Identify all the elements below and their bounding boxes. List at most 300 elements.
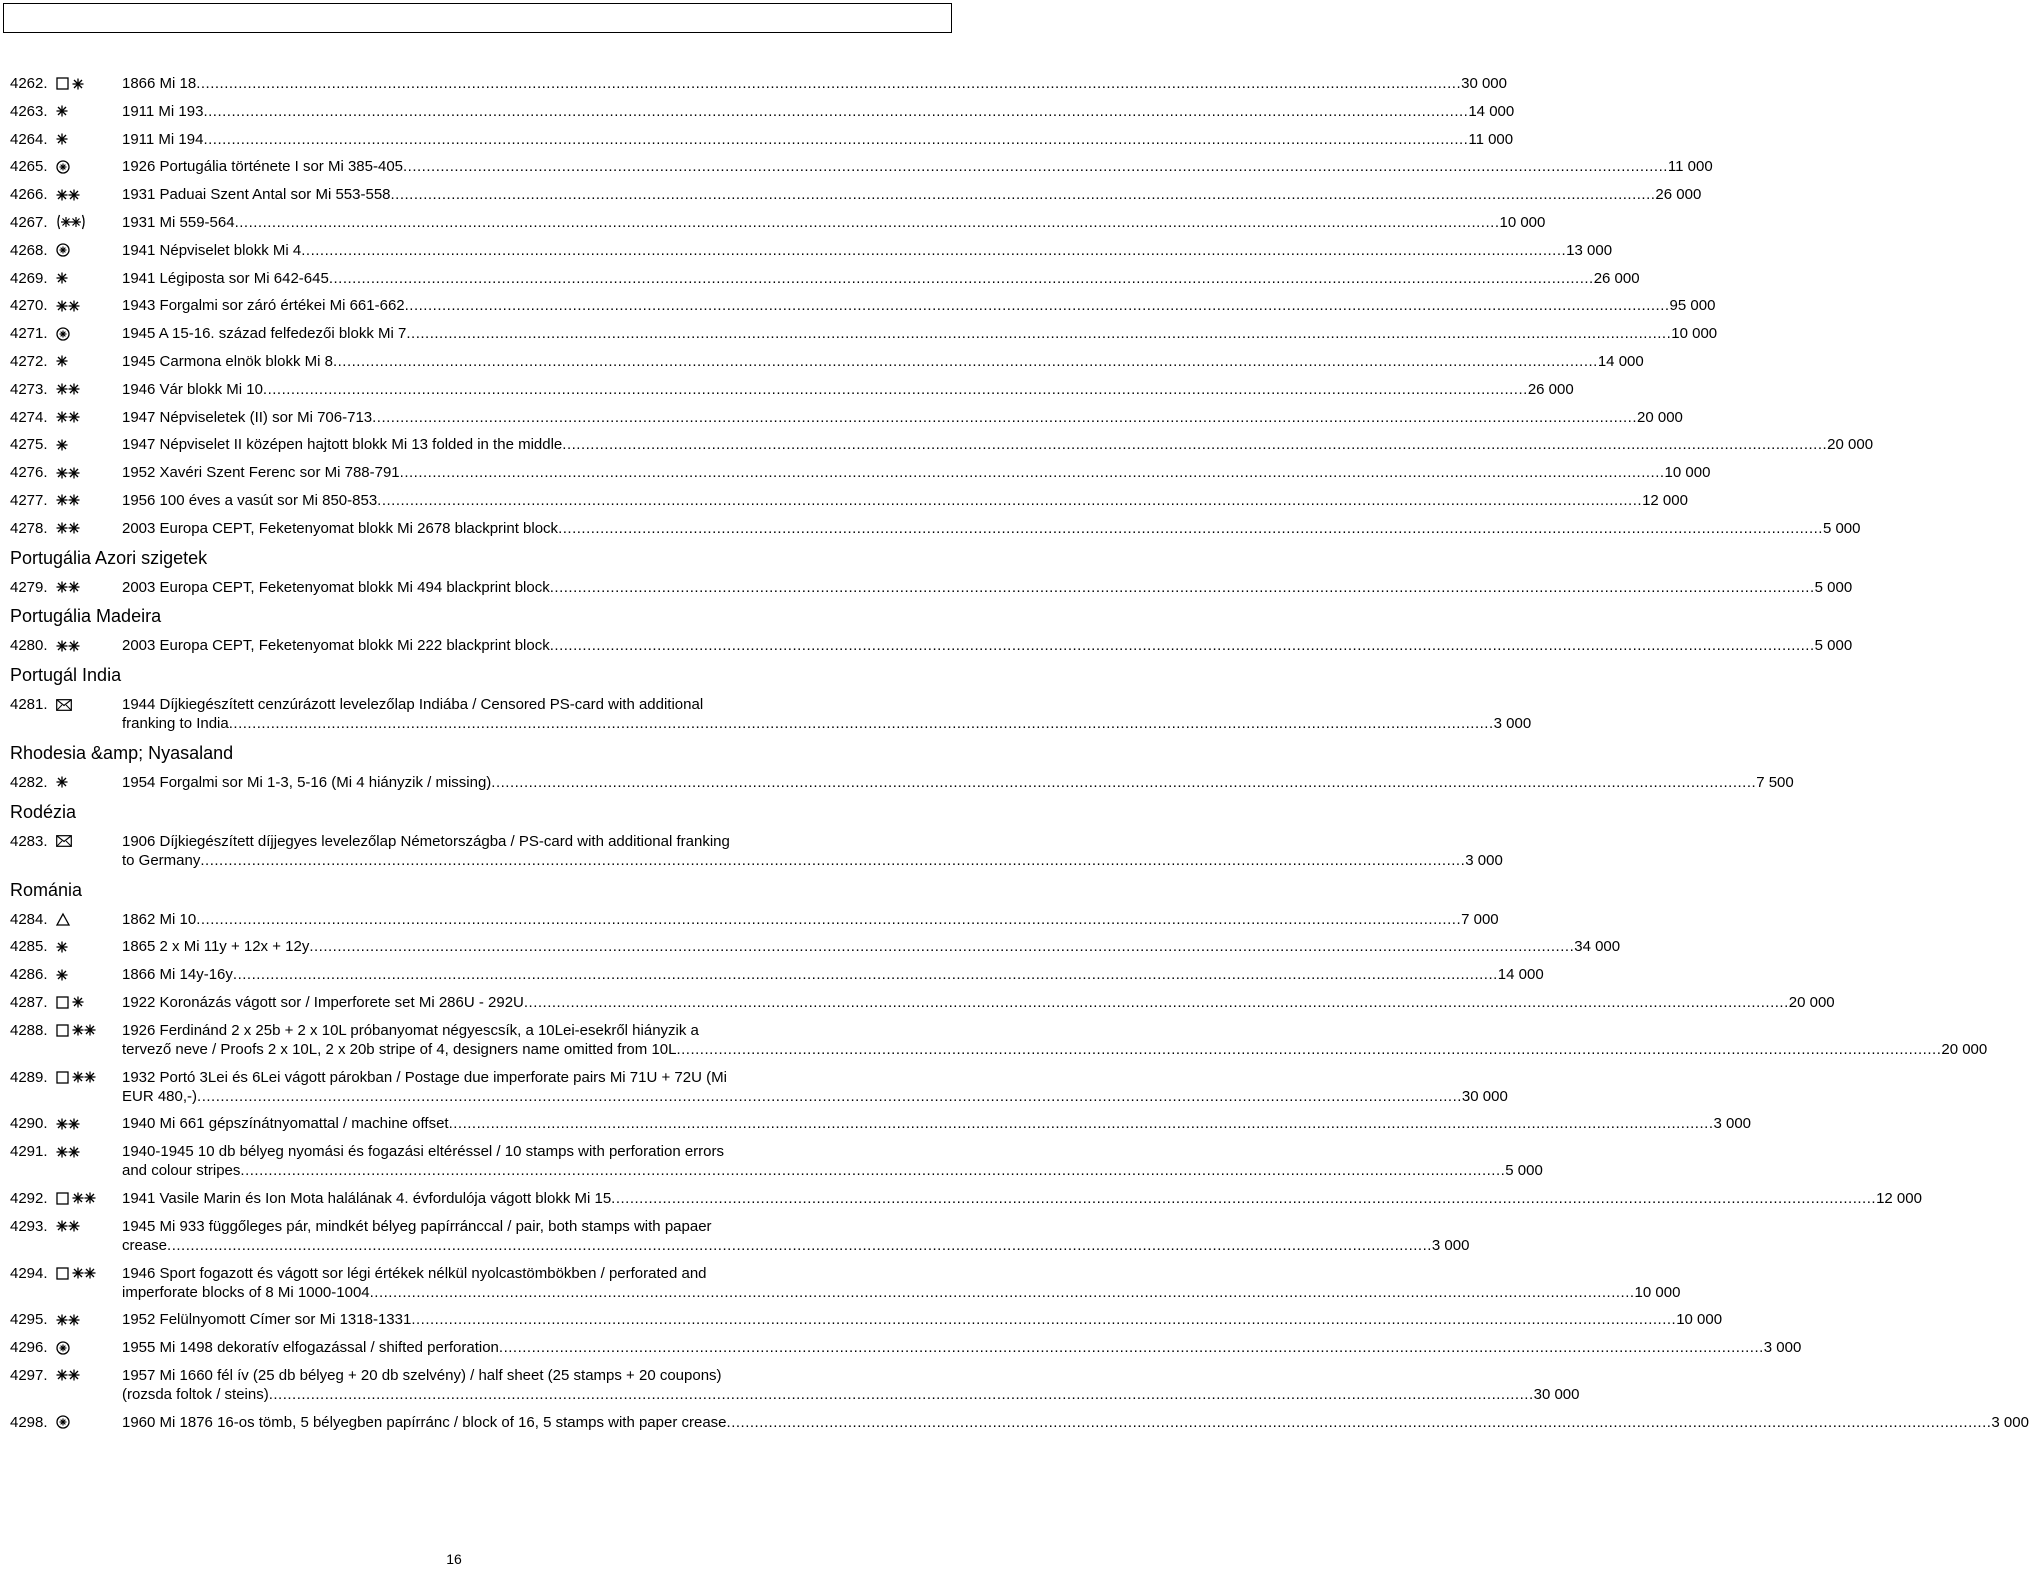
description-text: 1947 Népviseletek (II) sor Mi 706-713 <box>122 408 373 426</box>
cancelled-icon <box>56 243 70 257</box>
lot-price: 3 000 <box>1431 1236 1470 1254</box>
description-text: 1865 2 x Mi 11y + 12x + 12y <box>122 938 310 956</box>
description-text: 1945 A 15-16. század felfedezői blokk Mi 7 <box>122 325 407 343</box>
lot-description <box>122 1114 1751 1133</box>
catalog-entry <box>10 1142 1543 1180</box>
lot-price: 12 000 <box>1642 491 1688 509</box>
star-icon <box>56 355 68 367</box>
lot-price: 5 000 <box>1822 519 1861 537</box>
lot-number: 4291. <box>10 1143 48 1161</box>
lot-price: 5 000 <box>1814 637 1853 655</box>
description-text: crease <box>122 1236 168 1254</box>
lot-price: 14 000 <box>1497 966 1544 984</box>
lot-number: 4272. <box>10 352 48 370</box>
lot-description <box>122 1413 2029 1432</box>
double-star-icon <box>56 581 80 593</box>
top-border-box <box>3 3 952 33</box>
lot-number: 4297. <box>10 1366 48 1384</box>
lot-description <box>122 157 1713 176</box>
description-text: 1911 Mi 194 <box>122 130 204 148</box>
lot-description <box>122 74 1507 93</box>
description-text: to Germany <box>122 851 201 869</box>
description-text: 1941 Légiposta sor Mi 642-645 <box>122 269 329 287</box>
cancelled-icon <box>56 1341 70 1355</box>
catalog-entry <box>10 578 1853 597</box>
description-text: 1866 Mi 18 <box>122 75 197 92</box>
double-star-icon <box>56 1220 80 1232</box>
condition-icons <box>56 1264 122 1283</box>
lot-description <box>122 578 1852 597</box>
condition-icons <box>56 296 122 315</box>
lot-price: 20 000 <box>1941 1040 1988 1058</box>
description-text: 2003 Europa CEPT, Feketenyomat blokk Mi 2678 blackprint block <box>122 519 559 537</box>
lot-number: 4284. <box>10 910 48 928</box>
description-text: (rozsda foltok / steins) <box>122 1385 269 1403</box>
lot-price: 12 000 <box>1876 1189 1922 1207</box>
condition-icons <box>56 269 122 288</box>
catalog-entry <box>10 491 1688 510</box>
double-star-icon <box>56 494 80 506</box>
condition-icons <box>56 1217 122 1236</box>
lot-description <box>122 435 1873 454</box>
star-icon <box>72 78 84 90</box>
catalog-entry <box>10 1366 1580 1404</box>
condition-icons <box>56 636 122 655</box>
double-star-icon <box>56 522 80 534</box>
lot-price: 3 000 <box>1465 851 1503 869</box>
description-text: 1957 Mi 1660 fél ív (25 db bélyeg + 20 db szelvény) / half sheet (25 stamps + 20 coupons) <box>122 1366 722 1384</box>
description-text: tervező neve / Proofs 2 x 10L, 2 x 20b stripe of 4, designers name omitted from 10L <box>122 1040 677 1058</box>
description-text: 1944 Díjkiegészített cenzúrázott levelezőlap Indiába / Censored PS-card with additional <box>122 696 704 714</box>
lot-number: 4264. <box>10 130 48 148</box>
catalog-entry <box>10 1021 1988 1059</box>
condition-icons <box>56 965 122 984</box>
catalog-entry <box>10 937 1621 956</box>
description-text: imperforate blocks of 8 Mi 1000-1004 <box>122 1283 370 1301</box>
lot-number: 4266. <box>10 186 48 204</box>
lot-price: 26 000 <box>1593 269 1640 287</box>
dot-leader <box>200 851 1465 870</box>
double-star-icon <box>56 1314 80 1326</box>
cancelled-icon <box>56 160 70 174</box>
dot-leader <box>269 1385 1534 1404</box>
condition-icons <box>56 241 122 260</box>
condition-icons <box>56 519 122 538</box>
lot-description <box>122 463 1710 482</box>
lot-description <box>122 695 1531 733</box>
description-text: 1952 Xavéri Szent Ferenc sor Mi 788-791 <box>122 464 400 482</box>
description-text: 1931 Mi 559-564 <box>122 213 235 231</box>
dot-leader <box>197 1087 1462 1106</box>
lot-description <box>122 380 1574 399</box>
lot-number: 4267. <box>10 213 48 231</box>
star-icon <box>56 133 68 145</box>
lot-number: 4289. <box>10 1068 48 1086</box>
lot-number: 4293. <box>10 1217 48 1235</box>
description-text: 1941 Népviselet blokk Mi 4 <box>122 241 302 259</box>
lot-number: 4277. <box>10 491 48 509</box>
lot-price: 30 000 <box>1533 1385 1580 1403</box>
triangle-icon <box>56 913 70 926</box>
dot-leader <box>370 1283 1635 1302</box>
condition-icons <box>56 937 122 956</box>
dot-leader <box>203 130 1468 149</box>
lot-price: 14 000 <box>1468 102 1515 120</box>
lot-price: 3 000 <box>1713 1115 1752 1133</box>
lot-price: 26 000 <box>1527 380 1574 398</box>
dot-leader <box>405 296 1670 315</box>
lot-number: 4270. <box>10 297 48 315</box>
catalog-entry <box>10 324 1718 343</box>
description-text: 1911 Mi 193 <box>122 102 204 120</box>
condition-icons <box>56 1068 122 1087</box>
condition-icons <box>56 1021 122 1040</box>
description-text: 1960 Mi 1876 16-os tömb, 5 bélyegben papírránc / block of 16, 5 stamps with paper crease <box>122 1413 727 1431</box>
catalog-entry <box>10 910 1499 929</box>
condition-icons <box>56 832 122 851</box>
lot-price: 20 000 <box>1637 408 1683 426</box>
catalog-entry <box>10 1189 1922 1208</box>
lot-number: 4268. <box>10 241 48 259</box>
catalog-entry <box>10 296 1716 315</box>
description-text: 1862 Mi 10 <box>122 910 197 928</box>
dot-leader <box>233 965 1498 984</box>
lot-price: 7 000 <box>1461 910 1499 928</box>
section-heading: Románia <box>10 879 83 900</box>
description-text: 1946 Sport fogazott és vágott sor légi értékek nélkül nyolcastömbökben / perforated and <box>122 1264 707 1282</box>
catalog-entry <box>10 352 1644 371</box>
square-icon <box>56 1267 69 1280</box>
lot-price: 30 000 <box>1461 75 1507 92</box>
description-text: and colour stripes <box>122 1162 241 1180</box>
dot-leader <box>391 185 1656 204</box>
lot-price: 20 000 <box>1827 436 1874 454</box>
dot-leader <box>235 213 1500 232</box>
catalog-entry <box>10 832 1503 870</box>
lot-description <box>122 1366 1580 1404</box>
description-text: 1946 Vár blokk Mi 10 <box>122 380 263 398</box>
square-icon <box>56 996 69 1009</box>
dot-leader <box>377 491 1642 510</box>
lot-number: 4290. <box>10 1115 48 1133</box>
description-text: 2003 Europa CEPT, Feketenyomat blokk Mi 222 blackprint block <box>122 637 550 655</box>
catalog-entry <box>10 636 1853 655</box>
dot-leader <box>309 937 1574 956</box>
lot-price: 7 500 <box>1756 773 1794 791</box>
square-icon <box>56 77 69 90</box>
condition-icons <box>56 773 122 792</box>
double-star-icon <box>56 300 80 312</box>
double-star-icon <box>56 411 80 423</box>
lot-number: 4276. <box>10 464 48 482</box>
lot-number: 4285. <box>10 938 48 956</box>
dot-leader <box>562 435 1827 454</box>
description-text: 1952 Felülnyomott Címer sor Mi 1318-1331 <box>122 1311 412 1329</box>
dot-leader <box>550 578 1815 597</box>
lot-description <box>122 910 1499 929</box>
catalog-entry <box>10 102 1515 121</box>
lot-price: 5 000 <box>1814 578 1853 596</box>
lot-description <box>122 1217 1469 1255</box>
lot-price: 10 000 <box>1671 325 1718 343</box>
cancelled-icon <box>56 327 70 341</box>
description-text: 1931 Paduai Szent Antal sor Mi 553-558 <box>122 186 391 204</box>
lot-number: 4286. <box>10 966 48 984</box>
lot-price: 10 000 <box>1499 213 1546 231</box>
catalog-entry <box>10 435 1874 454</box>
lot-price: 95 000 <box>1669 297 1716 315</box>
cancelled-icon <box>56 1415 70 1429</box>
lot-price: 26 000 <box>1655 186 1702 204</box>
description-text: 1906 Díjkiegészített díjjegyes levelezőlap Németországba / PS-card with additional franking <box>122 832 730 850</box>
dot-leader <box>240 1161 1505 1180</box>
lot-description <box>122 993 1835 1012</box>
condition-icons <box>56 74 122 93</box>
lot-number: 4287. <box>10 993 48 1011</box>
lot-price: 20 000 <box>1788 993 1835 1011</box>
condition-icons <box>56 435 122 454</box>
condition-icons <box>56 578 122 597</box>
lot-description <box>122 130 1513 149</box>
description-text: 1943 Forgalmi sor záró értékei Mi 661-662 <box>122 297 405 315</box>
dot-leader <box>400 463 1665 482</box>
lot-description <box>122 1068 1508 1106</box>
lot-description <box>122 1142 1543 1180</box>
description-text: 1954 Forgalmi sor Mi 1-3, 5-16 (Mi 4 hiányzik / missing) <box>122 773 492 791</box>
lot-description <box>122 352 1644 371</box>
catalog-entry <box>10 1338 1802 1357</box>
condition-icons <box>56 910 122 929</box>
lot-description <box>122 491 1688 510</box>
section-heading: Portugália Madeira <box>10 606 162 627</box>
lot-number: 4263. <box>10 102 48 120</box>
lot-number: 4294. <box>10 1264 48 1282</box>
catalog-entry <box>10 1114 1752 1133</box>
lot-price: 3 000 <box>1493 715 1532 733</box>
condition-icons <box>56 213 122 232</box>
description-text: 1955 Mi 1498 dekoratív elfogazással / shifted perforation <box>122 1339 499 1357</box>
dot-leader <box>329 269 1594 288</box>
condition-icons <box>56 1366 122 1385</box>
star-icon <box>56 272 68 284</box>
condition-icons <box>56 463 122 482</box>
dot-leader <box>406 324 1671 343</box>
lot-number: 4271. <box>10 325 48 343</box>
catalog-entry <box>10 185 1702 204</box>
lot-price: 14 000 <box>1597 352 1644 370</box>
catalog-entry <box>10 157 1713 176</box>
lot-number: 4283. <box>10 832 48 850</box>
section-heading: Rhodesia &amp; Nyasaland <box>10 742 234 763</box>
lot-price: 3 000 <box>1991 1413 2029 1431</box>
condition-icons <box>56 352 122 371</box>
condition-icons <box>56 1142 122 1161</box>
dot-leader <box>167 1236 1432 1255</box>
lot-price: 10 000 <box>1676 1311 1723 1329</box>
description-text: 1940 Mi 661 gépszínátnyomattal / machine offset <box>122 1115 449 1133</box>
condition-icons <box>56 993 122 1012</box>
lot-number: 4265. <box>10 158 48 176</box>
double-star-icon <box>56 640 80 652</box>
condition-icons <box>56 102 122 121</box>
dot-leader <box>203 102 1468 121</box>
square-icon <box>56 1071 69 1084</box>
lot-description <box>122 102 1514 121</box>
dot-leader <box>611 1189 1876 1208</box>
dot-leader <box>196 74 1461 93</box>
dot-leader <box>449 1114 1714 1133</box>
description-text: 1945 Mi 933 függőleges pár, mindkét bélyeg papírránccal / pair, both stamps with papaer <box>122 1217 712 1235</box>
lot-description <box>122 832 1503 870</box>
lot-description <box>122 965 1544 984</box>
condition-icons <box>56 1413 122 1432</box>
catalog-entry <box>10 1068 1508 1106</box>
catalog-entry <box>10 269 1640 288</box>
dot-leader <box>372 408 1637 427</box>
lot-price: 13 000 <box>1566 241 1613 259</box>
dot-leader <box>411 1310 1676 1329</box>
catalog-entry <box>10 74 1507 93</box>
lot-description <box>122 937 1620 956</box>
square-icon <box>56 1192 69 1205</box>
catalog-entry <box>10 130 1514 149</box>
dot-leader <box>491 773 1756 792</box>
condition-icons <box>56 130 122 149</box>
dot-leader <box>229 714 1494 733</box>
square-icon <box>56 1024 69 1037</box>
star-icon <box>56 941 68 953</box>
lot-description <box>122 241 1612 260</box>
description-text: franking to India <box>122 715 229 733</box>
lot-description <box>122 1338 1801 1357</box>
lot-price: 30 000 <box>1461 1087 1508 1105</box>
double-star-icon <box>56 189 80 201</box>
description-text: 1940-1945 10 db bélyeg nyomási és fogazási eltéréssel / 10 stamps with perforation errors <box>122 1143 724 1161</box>
lot-number: 4274. <box>10 408 48 426</box>
section-heading: Portugália Azori szigetek <box>10 547 208 568</box>
lot-description <box>122 185 1701 204</box>
lot-number: 4273. <box>10 380 48 398</box>
catalog-entry <box>10 965 1544 984</box>
catalog-entry <box>10 773 1794 792</box>
section-heading: Rodézia <box>10 801 77 822</box>
lot-description <box>122 408 1683 427</box>
description-text: 1941 Vasile Marin és Ion Mota halálának 4. évfordulója vágott blokk Mi 15 <box>122 1189 612 1207</box>
condition-icons <box>56 157 122 176</box>
catalog-entry <box>10 1310 1723 1329</box>
lot-description <box>122 296 1715 315</box>
star-icon <box>56 439 68 451</box>
catalog-entry <box>10 993 1835 1012</box>
catalog-entry <box>10 1413 2029 1432</box>
dot-leader <box>676 1040 1941 1059</box>
double-star-icon <box>56 1118 80 1130</box>
lot-number: 4288. <box>10 1021 48 1039</box>
description-text: 1926 Ferdinánd 2 x 25b + 2 x 10L próbanyomat négyescsík, a 10Lei-esekről hiányzik a <box>122 1021 699 1039</box>
lot-description <box>122 1264 1680 1302</box>
catalog-entry <box>10 380 1574 399</box>
envelope-icon <box>56 835 72 847</box>
condition-icons <box>56 185 122 204</box>
lot-number: 4292. <box>10 1189 48 1207</box>
lot-number: 4296. <box>10 1339 48 1357</box>
dot-leader <box>550 636 1815 655</box>
catalog-entry <box>10 213 1546 232</box>
description-text: 1926 Portugália története I sor Mi 385-405 <box>122 158 404 176</box>
lot-number: 4280. <box>10 637 48 655</box>
lot-number: 4281. <box>10 696 48 714</box>
dot-leader <box>727 1413 1992 1432</box>
lot-price: 11 000 <box>1667 158 1713 176</box>
condition-icons <box>56 1114 122 1133</box>
description-text: 2003 Europa CEPT, Feketenyomat blokk Mi 494 blackprint block <box>122 578 550 596</box>
condition-icons <box>56 380 122 399</box>
catalog-list <box>10 74 2029 1440</box>
double-star-icon <box>72 1071 96 1083</box>
lot-description <box>122 213 1545 232</box>
condition-icons <box>56 1310 122 1329</box>
lot-number: 4282. <box>10 773 48 791</box>
page-number: 16 <box>446 1551 462 1567</box>
dot-leader <box>524 993 1789 1012</box>
condition-icons <box>56 1189 122 1208</box>
double-star-icon <box>56 467 80 479</box>
envelope-icon <box>56 699 72 711</box>
lot-number: 4269. <box>10 269 48 287</box>
condition-icons <box>56 1338 122 1357</box>
condition-icons <box>56 408 122 427</box>
catalog-entry <box>10 463 1711 482</box>
lot-number: 4278. <box>10 519 48 537</box>
lot-price: 5 000 <box>1505 1162 1543 1180</box>
double-star-icon <box>72 1267 96 1279</box>
description-text: 1932 Portó 3Lei és 6Lei vágott párokban / Postage due imperforate pairs Mi 71U + 72U (Mi <box>122 1068 727 1086</box>
lot-price: 10 000 <box>1664 464 1711 482</box>
lot-price: 10 000 <box>1634 1283 1681 1301</box>
double-star-icon <box>56 1146 80 1158</box>
star-icon <box>56 776 68 788</box>
lot-description <box>122 1310 1722 1329</box>
catalog-entry <box>10 1264 1681 1302</box>
description-text: 1945 Carmona elnök blokk Mi 8 <box>122 352 333 370</box>
double-star-icon <box>72 1192 96 1204</box>
lot-price: 34 000 <box>1574 938 1621 956</box>
condition-icons <box>56 491 122 510</box>
lot-description <box>122 324 1717 343</box>
lot-number: 4275. <box>10 436 48 454</box>
lot-number: 4262. <box>10 75 48 92</box>
condition-icons <box>56 324 122 343</box>
dot-leader <box>403 157 1668 176</box>
description-text: 1922 Koronázás vágott sor / Imperforete set Mi 286U - 292U <box>122 993 524 1011</box>
description-text: 1866 Mi 14y-16y <box>122 966 233 984</box>
dot-leader <box>263 380 1528 399</box>
paren-star-icon <box>56 214 86 230</box>
lot-description <box>122 519 1861 538</box>
star-icon <box>72 996 84 1008</box>
lot-number: 4295. <box>10 1311 48 1329</box>
lot-number: 4298. <box>10 1413 48 1431</box>
lot-description <box>122 1021 1987 1059</box>
lot-number: 4279. <box>10 578 48 596</box>
lot-description <box>122 773 1794 792</box>
lot-price: 3 000 <box>1763 1339 1802 1357</box>
condition-icons <box>56 695 122 714</box>
lot-description <box>122 1189 1922 1208</box>
description-text: 1947 Népviselet II középen hajtott blokk Mi 13 folded in the middle <box>122 436 563 454</box>
lot-description <box>122 636 1852 655</box>
lot-description <box>122 269 1640 288</box>
